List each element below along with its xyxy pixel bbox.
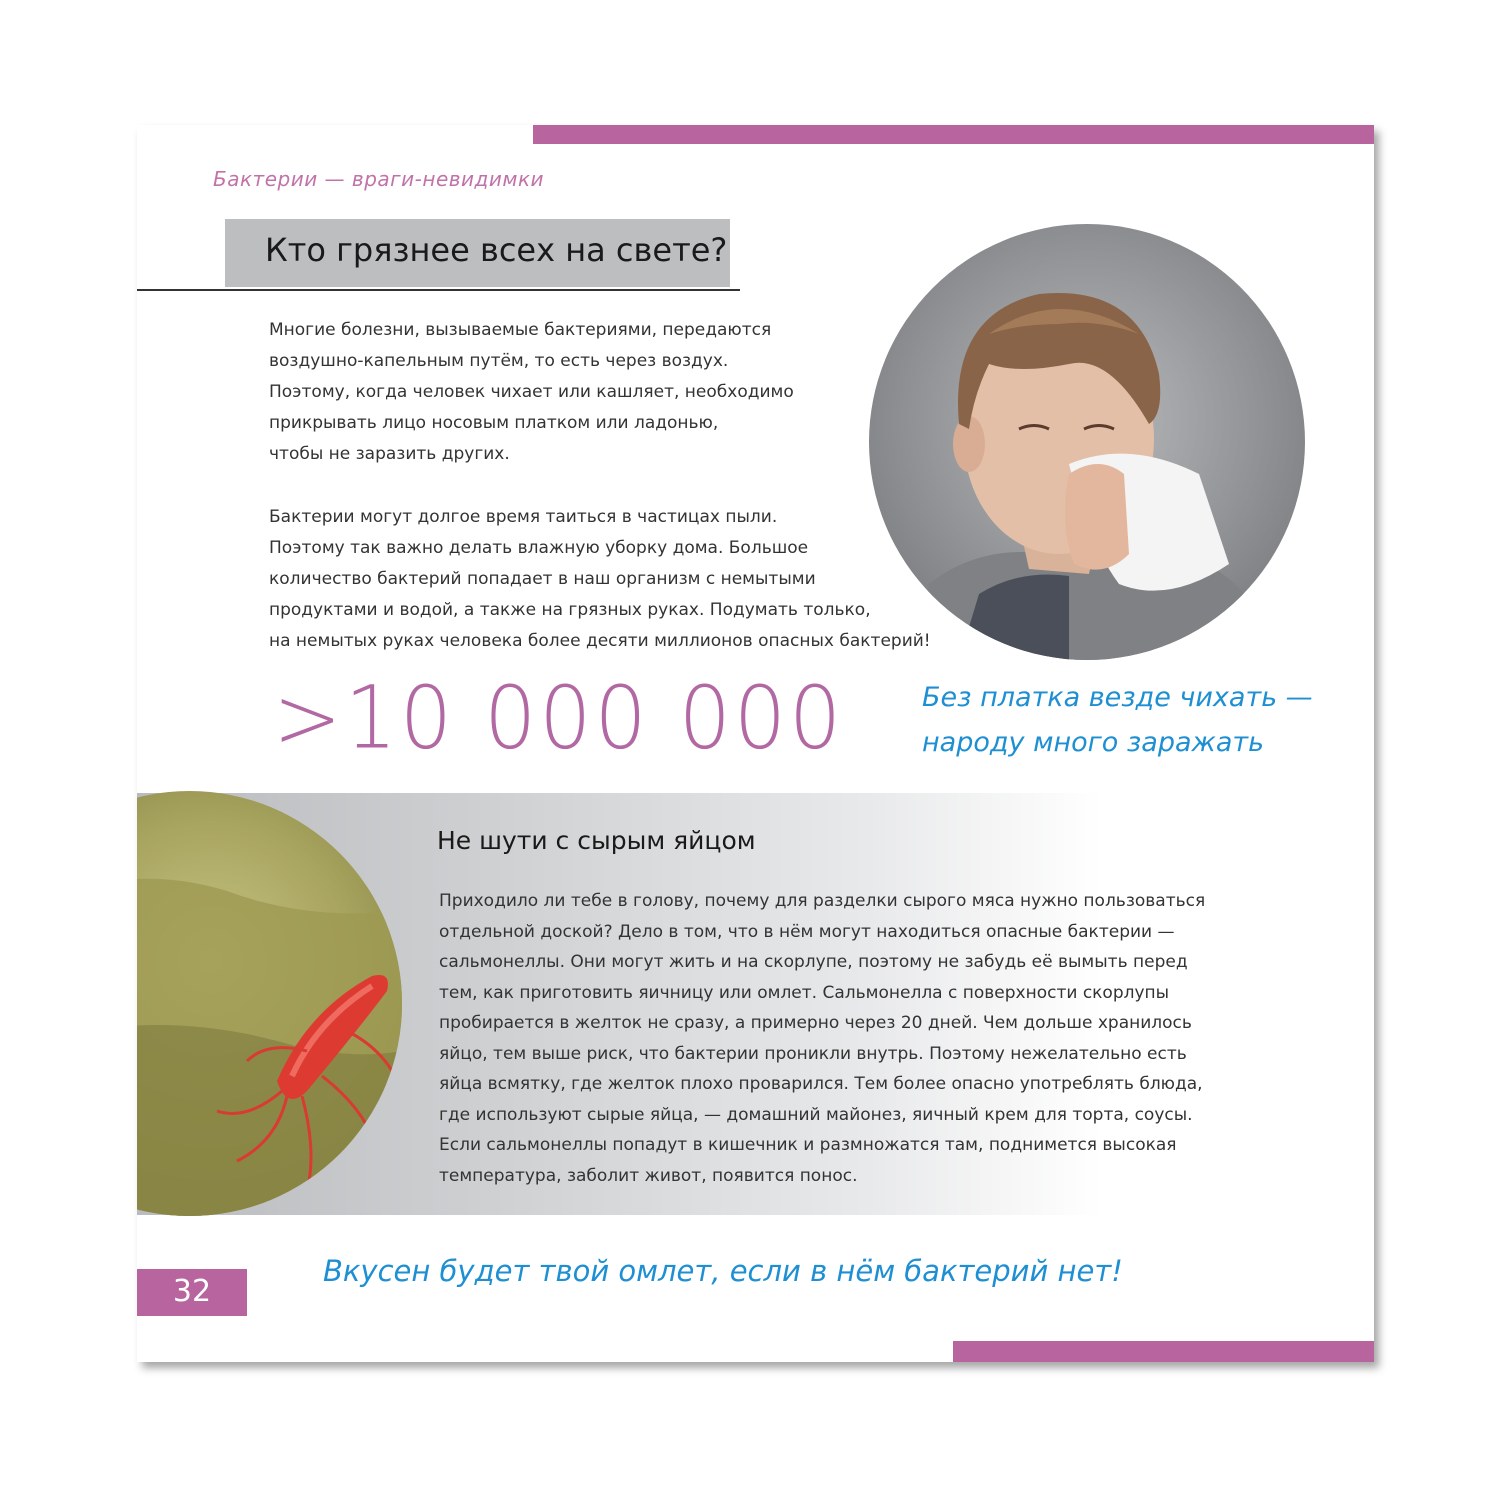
paragraph-airborne — [269, 315, 794, 470]
sneezing-boy-photo — [869, 224, 1305, 660]
text-line: количество бактерий попадает в наш организм с немытыми — [269, 569, 816, 589]
text-line: Поэтому, когда человек чихает или кашляет, необходимо — [269, 382, 794, 402]
text-line: воздушно-капельным путём, то есть через воздух. — [269, 351, 729, 371]
slogan-line: Без платка везде чихать — — [922, 682, 1313, 713]
big-number: >10 000 000 — [273, 668, 845, 769]
text-line: на немытых руках человека более десяти миллионов опасных бактерий! — [269, 631, 931, 651]
text-line: Многие болезни, вызываемые бактериями, передаются — [269, 320, 772, 340]
paragraph-salmonella — [439, 886, 1205, 1191]
heading-underline — [137, 289, 740, 291]
text-line: сальмонеллы. Они могут жить и на скорлупе, поэтому не забудь её вымыть перед — [439, 952, 1188, 972]
text-line: пробирается в желток не сразу, а примерно через 20 дней. Чем дольше хранилось — [439, 1013, 1192, 1033]
text-line: Поэтому так важно делать влажную уборку дома. Большое — [269, 538, 809, 558]
text-line: Бактерии могут долгое время таиться в частицах пыли. — [269, 507, 778, 527]
text-line: яйца всмятку, где желток плохо проварился. Тем более опасно употреблять блюда, — [439, 1074, 1203, 1094]
text-line: где используют сырые яйца, — домашний майонез, яичный крем для торта, соусы. — [439, 1104, 1193, 1125]
text-line: яйцо, тем выше риск, что бактерии проникли внутрь. Поэтому нежелательно есть — [439, 1043, 1187, 1064]
text-line: прикрывать лицо носовым платком или ладонью, — [269, 413, 719, 433]
subheading-raw-egg: Не шути с сырым яйцом — [437, 826, 756, 855]
sneezing-boy-illustration — [869, 224, 1305, 660]
top-accent-bar — [533, 125, 1374, 144]
bottom-accent-bar — [953, 1341, 1374, 1362]
slogan-omelet: Вкусен будет твой омлет, если в нём бактерий нет! — [323, 1254, 1123, 1288]
text-line: температура, заболит живот, появится понос. — [439, 1165, 858, 1186]
slogan-sneeze — [922, 675, 1313, 765]
text-line: Приходило ли тебе в голову, почему для разделки сырого мяса нужно пользоваться — [439, 891, 1206, 911]
slogan-line: народу много заражать — [922, 727, 1265, 758]
text-line: чтобы не заразить других. — [269, 444, 510, 464]
page-number: 32 — [172, 1274, 212, 1309]
text-line: продуктами и водой, а также на грязных руках. Подумать только, — [269, 600, 871, 620]
text-line: Если сальмонеллы попадут в кишечник и размножатся там, поднимется высокая — [439, 1135, 1177, 1155]
text-line: тем, как приготовить яичницу или омлет. Сальмонелла с поверхности скорлупы — [439, 982, 1170, 1003]
section-title: Бактерии — враги-невидимки — [213, 167, 545, 191]
page-heading: Кто грязнее всех на свете? — [265, 231, 728, 269]
paragraph-dust — [269, 502, 931, 657]
text-line: отдельной доской? Дело в том, что в нём могут находиться опасные бактерии — — [439, 921, 1175, 942]
book-page — [137, 125, 1374, 1362]
